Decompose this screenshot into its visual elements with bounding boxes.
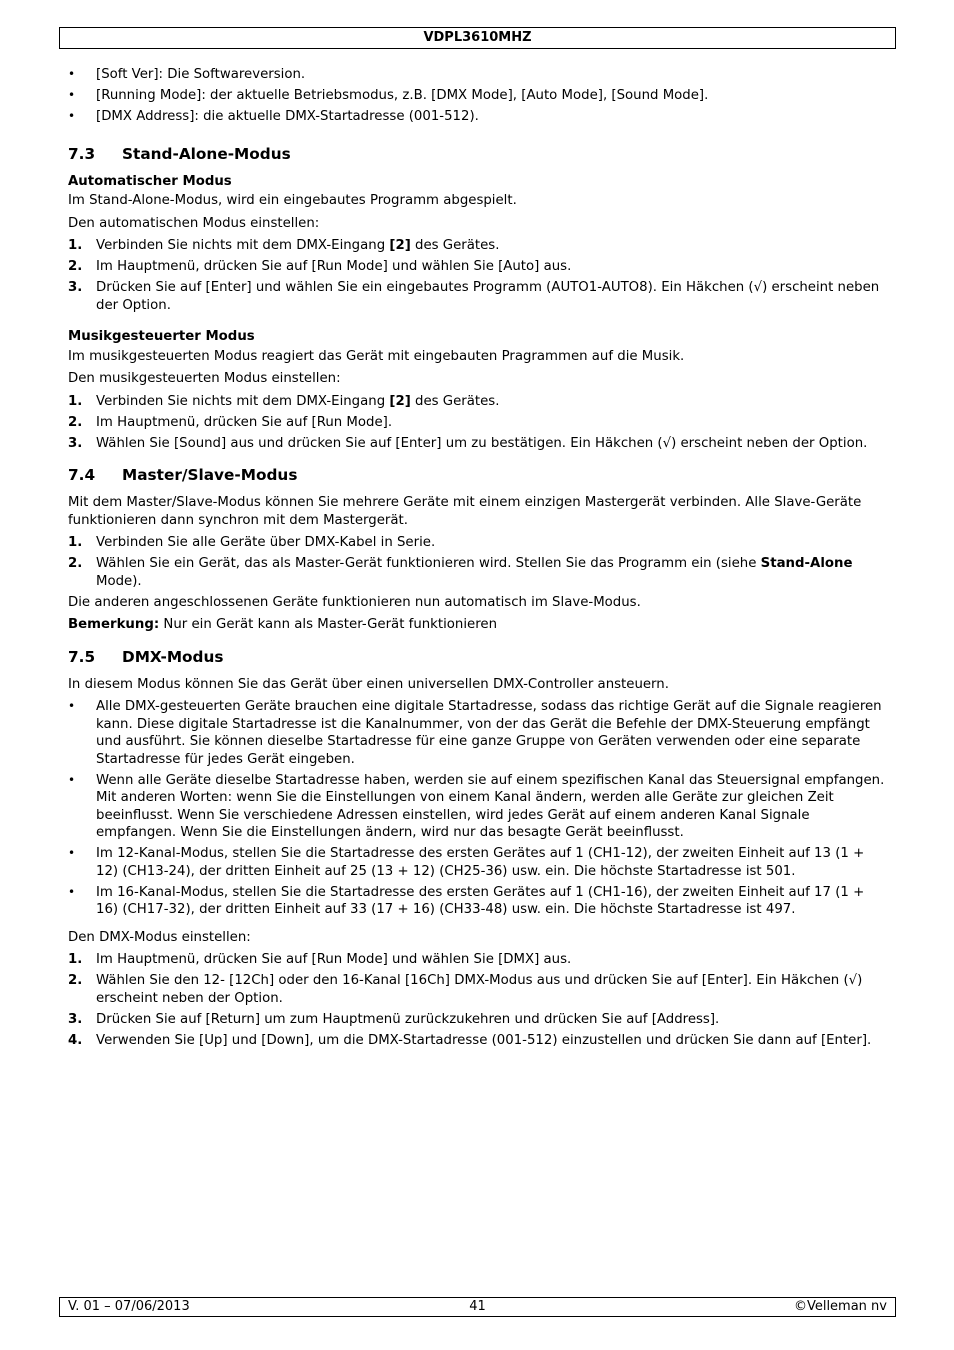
list-item: 2. Im Hauptmenü, drücken Sie auf [Run Mode]. bbox=[68, 414, 393, 430]
section-heading-7-5 bbox=[68, 648, 890, 666]
page-content bbox=[68, 66, 890, 1053]
section-title: Stand-Alone-Modus bbox=[122, 144, 291, 163]
step-number: 3. bbox=[68, 280, 83, 295]
paragraph: Im musikgesteuerten Modus reagiert das Gerät mit eingebauten Pragrammen auf die Musik. bbox=[68, 348, 685, 364]
list-item: 1. Verbinden Sie nichts mit dem DMX-Eingang [2] des Gerätes. bbox=[68, 238, 500, 253]
step-number: 3. bbox=[68, 1011, 83, 1027]
list-item: • [DMX Address]: die aktuelle DMX-Startadresse (001-512). bbox=[68, 108, 890, 126]
list-item: 2. Im Hauptmenü, drücken Sie auf [Run Mode] und wählen Sie [Auto] aus. bbox=[68, 259, 572, 274]
page-header bbox=[59, 27, 896, 49]
step-number: 2. bbox=[68, 556, 83, 571]
page-number: 41 bbox=[469, 1299, 486, 1314]
sound-mode-steps bbox=[68, 393, 890, 453]
section-number: 7.3 bbox=[68, 144, 96, 163]
subheading-auto-mode: Automatischer Modus bbox=[68, 173, 232, 189]
section-heading-7-3 bbox=[68, 145, 890, 163]
step-number: 3. bbox=[68, 435, 83, 451]
list-item: • Im 12-Kanal-Modus, stellen Sie die Startadresse des ersten Gerätes auf 1 (CH1-12), der zweiten Einheit auf 13 (1 + 12) (CH13-24), der dritten Einheit auf 25 (13 + 12) (CH25-36) usw. ein. Die höchste Startadresse ist 501. bbox=[68, 845, 890, 880]
step-number: 1. bbox=[68, 238, 83, 253]
list-item: • Im 16-Kanal-Modus, stellen Sie die Startadresse des ersten Gerätes auf 1 (CH1-16), der zweiten Einheit auf 17 (1 + 16) (CH17-32), der dritten Einheit auf 33 (17 + 16) (CH33-48) usw. ein. Die höchste Startadresse ist 497. bbox=[68, 884, 890, 919]
page-footer bbox=[59, 1297, 896, 1317]
dmx-bullet-list bbox=[68, 698, 890, 919]
section-title: Master/Slave-Modus bbox=[122, 466, 298, 484]
paragraph: Den musikgesteuerten Modus einstellen: bbox=[68, 371, 341, 386]
document-title: VDPL3610MHZ bbox=[423, 30, 532, 45]
note: Bemerkung: Nur ein Gerät kann als Master-Gerät funktionieren bbox=[68, 617, 498, 632]
list-item: 2. Wählen Sie den 12- [12Ch] oder den 16-Kanal [16Ch] DMX-Modus aus und drücken Sie auf [Enter]. Ein Häkchen (√) erscheint neben der Option. bbox=[68, 973, 863, 1006]
list-item: • Wenn alle Geräte dieselbe Startadresse haben, werden sie auf einem spezifischen Kanal das Steuersignal empfangen. Mit anderen Worten: wenn Sie die Einstellungen von einem Kanal ändern, werden alle Geräte zur gleichen Zeit beeinflusst. Wenn Sie verschiedene Adressen einstellen, wird jedes Gerät auf einem anderen Kanal Signale empfangen. Wenn Sie die Einstellungen ändern, wird nur das besagte Gerät beeinflusst. bbox=[68, 772, 890, 842]
section-number: 7.4 bbox=[68, 466, 96, 484]
dmx-mode-steps bbox=[68, 951, 890, 1049]
master-slave-steps bbox=[68, 534, 890, 590]
step-number: 2. bbox=[68, 973, 83, 988]
paragraph: Den automatischen Modus einstellen: bbox=[68, 215, 320, 231]
subheading-sound-mode: Musikgesteuerter Modus bbox=[68, 329, 255, 344]
list-item: 3. Drücken Sie auf [Enter] und wählen Sie ein eingebautes Programm (AUTO1-AUTO8). Ein Häkchen (√) erscheint neben der Option. bbox=[68, 280, 880, 313]
list-item: • [Soft Ver]: Die Softwareversion. bbox=[68, 66, 890, 84]
auto-mode-steps bbox=[68, 237, 890, 314]
copyright: ©Velleman nv bbox=[793, 1299, 887, 1314]
step-number: 1. bbox=[68, 952, 83, 967]
list-item: 3. Drücken Sie auf [Return] um zum Hauptmenü zurückzukehren und drücken Sie auf [Address]. bbox=[68, 1011, 720, 1027]
list-item: 1. Verbinden Sie alle Geräte über DMX-Kabel in Serie. bbox=[68, 535, 436, 550]
note-label: Bemerkung: bbox=[68, 617, 160, 632]
step-number: 1. bbox=[68, 393, 83, 409]
list-item: 4. Verwenden Sie [Up] und [Down], um die DMX-Startadresse (001-512) einzustellen und drücken Sie dann auf [Enter]. bbox=[68, 1032, 872, 1048]
list-item: 1. Im Hauptmenü, drücken Sie auf [Run Mode] und wählen Sie [DMX] aus. bbox=[68, 952, 572, 967]
paragraph: In diesem Modus können Sie das Gerät über einen universellen DMX-Controller ansteuern. bbox=[68, 676, 669, 692]
step-number: 2. bbox=[68, 414, 83, 430]
list-item: 3. Wählen Sie [Sound] aus und drücken Sie auf [Enter] um zu bestätigen. Ein Häkchen (√) erscheint neben der Option. bbox=[68, 435, 868, 451]
step-number: 4. bbox=[68, 1032, 83, 1048]
list-item: 1. Verbinden Sie nichts mit dem DMX-Eingang [2] des Gerätes. bbox=[68, 393, 500, 409]
list-item: • Alle DMX-gesteuerten Geräte brauchen eine digitale Startadresse, sodass das richtige Gerät auf die Signale reagieren kann. Diese digitale Startadresse ist die Kanalnummer, von der das Gerät die Befehle der DMX-Steuerung empfängt und ausführt. Sie können dieselbe Startadresse für eine ganze Gruppe von Geräten verwenden oder eine separate Startadresse für jedes Gerät eingeben. bbox=[68, 698, 890, 768]
paragraph: Mit dem Master/Slave-Modus können Sie mehrere Geräte mit einem einzigen Mastergerät verbinden. Alle Slave-Geräte funktionieren dann synchron mit dem Mastergerät. bbox=[68, 495, 862, 528]
paragraph: Die anderen angeschlossenen Geräte funktionieren nun automatisch im Slave-Modus. bbox=[68, 594, 641, 610]
section-number: 7.5 bbox=[68, 647, 96, 666]
section-heading-7-4 bbox=[68, 466, 890, 484]
step-number: 2. bbox=[68, 259, 83, 274]
version-date: V. 01 – 07/06/2013 bbox=[68, 1299, 190, 1314]
list-item: 2. Wählen Sie ein Gerät, das als Master-Gerät funktionieren wird. Stellen Sie das Programm ein (siehe Stand-Alone Mode). bbox=[68, 556, 853, 589]
intro-bullet-list bbox=[68, 66, 890, 126]
step-number: 1. bbox=[68, 535, 83, 550]
paragraph: Den DMX-Modus einstellen: bbox=[68, 929, 251, 945]
paragraph: Im Stand-Alone-Modus, wird ein eingebautes Programm abgespielt. bbox=[68, 193, 517, 208]
section-title: DMX-Modus bbox=[122, 647, 224, 666]
list-item: • [Running Mode]: der aktuelle Betriebsmodus, z.B. [DMX Mode], [Auto Mode], [Sound Mode]. bbox=[68, 87, 890, 105]
